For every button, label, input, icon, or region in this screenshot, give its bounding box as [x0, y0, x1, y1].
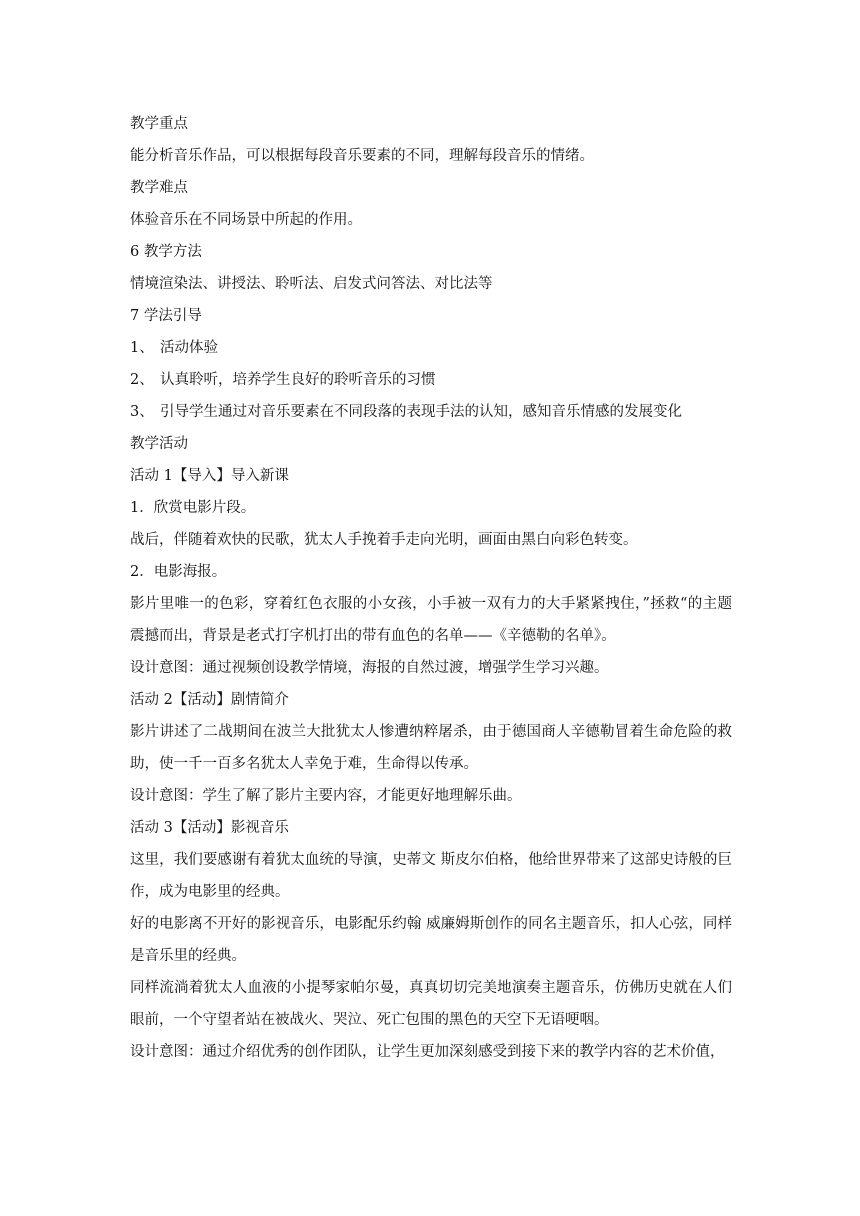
heading-activity-3: 活动 3【活动】影视音乐 — [130, 820, 289, 836]
heading-teaching-focus: 教学重点 — [130, 116, 188, 132]
paragraph-composer: 好的电影离不开好的影视音乐，电影配乐约翰 威廉姆斯创作的同名主题音乐，扣人心弦，同样是音乐里的经典。 — [130, 916, 732, 964]
list-item — [130, 396, 732, 428]
heading-activity-1: 活动 1【导入】导入新课 — [130, 468, 289, 484]
heading-learning-guide: 7 学法引导 — [130, 308, 202, 324]
design-intent-3: 设计意图：通过介绍优秀的创作团队，让学生更加深刻感受到接下来的教学内容的艺术价值， — [130, 1044, 725, 1060]
heading-teaching-methods: 6 教学方法 — [130, 244, 202, 260]
heading-activity-2: 活动 2【活动】剧情简介 — [130, 692, 289, 708]
paragraph-poster: 影片里唯一的色彩，穿着红色衣服的小女孩，小手被一双有力的大手紧紧拽住，”拯救“的主题震撼而出，背景是老式打字机打出的带有血色的名单——《辛德勒的名单》。 — [130, 596, 732, 644]
paragraph-synopsis: 影片讲述了二战期间在波兰大批犹太人惨遭纳粹屠杀，由于德国商人辛德勒冒着生命危险的救助，使一千一百多名犹太人幸免于难，生命得以传承。 — [130, 724, 732, 772]
list-text: 引导学生通过对音乐要素在不同段落的表现手法的认知，感知音乐情感的发展变化 — [160, 404, 682, 420]
list-number: 3、 — [130, 404, 154, 420]
paragraph-director: 这里，我们要感谢有着犹太血统的导演，史蒂文 斯皮尔伯格，他给世界带来了这部史诗般的巨作，成为电影里的经典。 — [130, 852, 732, 900]
paragraph-violinist: 同样流淌着犹太人血液的小提琴家帕尔曼，真真切切完美地演奏主题音乐，仿佛历史就在人们眼前，一个守望者站在被战火、哭泣、死亡包围的黑色的天空下无语哽咽。 — [130, 980, 732, 1028]
list-number: 1、 — [130, 340, 154, 356]
heading-teaching-difficulty: 教学难点 — [130, 180, 188, 196]
paragraph-focus: 能分析音乐作品，可以根据每段音乐要素的不同，理解每段音乐的情绪。 — [130, 148, 594, 164]
design-intent-1: 设计意图：通过视频创设教学情境，海报的自然过渡，增强学生学习兴趣。 — [130, 660, 609, 676]
design-intent-2: 设计意图：学生了解了影片主要内容，才能更好地理解乐曲。 — [130, 788, 522, 804]
list-item — [130, 332, 732, 364]
heading-teaching-activities: 教学活动 — [130, 436, 188, 452]
step-1: 1．欣赏电影片段。 — [130, 500, 256, 516]
paragraph-difficulty: 体验音乐在不同场景中所起的作用。 — [130, 212, 362, 228]
step-2: 2．电影海报。 — [130, 564, 227, 580]
list-item — [130, 364, 732, 396]
paragraph-step-1: 战后，伴随着欢快的民歌，犹太人手挽着手走向光明，画面由黑白向彩色转变。 — [130, 532, 638, 548]
list-text: 认真聆听，培养学生良好的聆听音乐的习惯 — [160, 372, 436, 388]
document-page — [130, 108, 732, 1068]
list-number: 2、 — [130, 372, 154, 388]
paragraph-methods: 情境渲染法、讲授法、聆听法、启发式问答法、对比法等 — [130, 276, 493, 292]
list-text: 活动体验 — [160, 340, 218, 356]
